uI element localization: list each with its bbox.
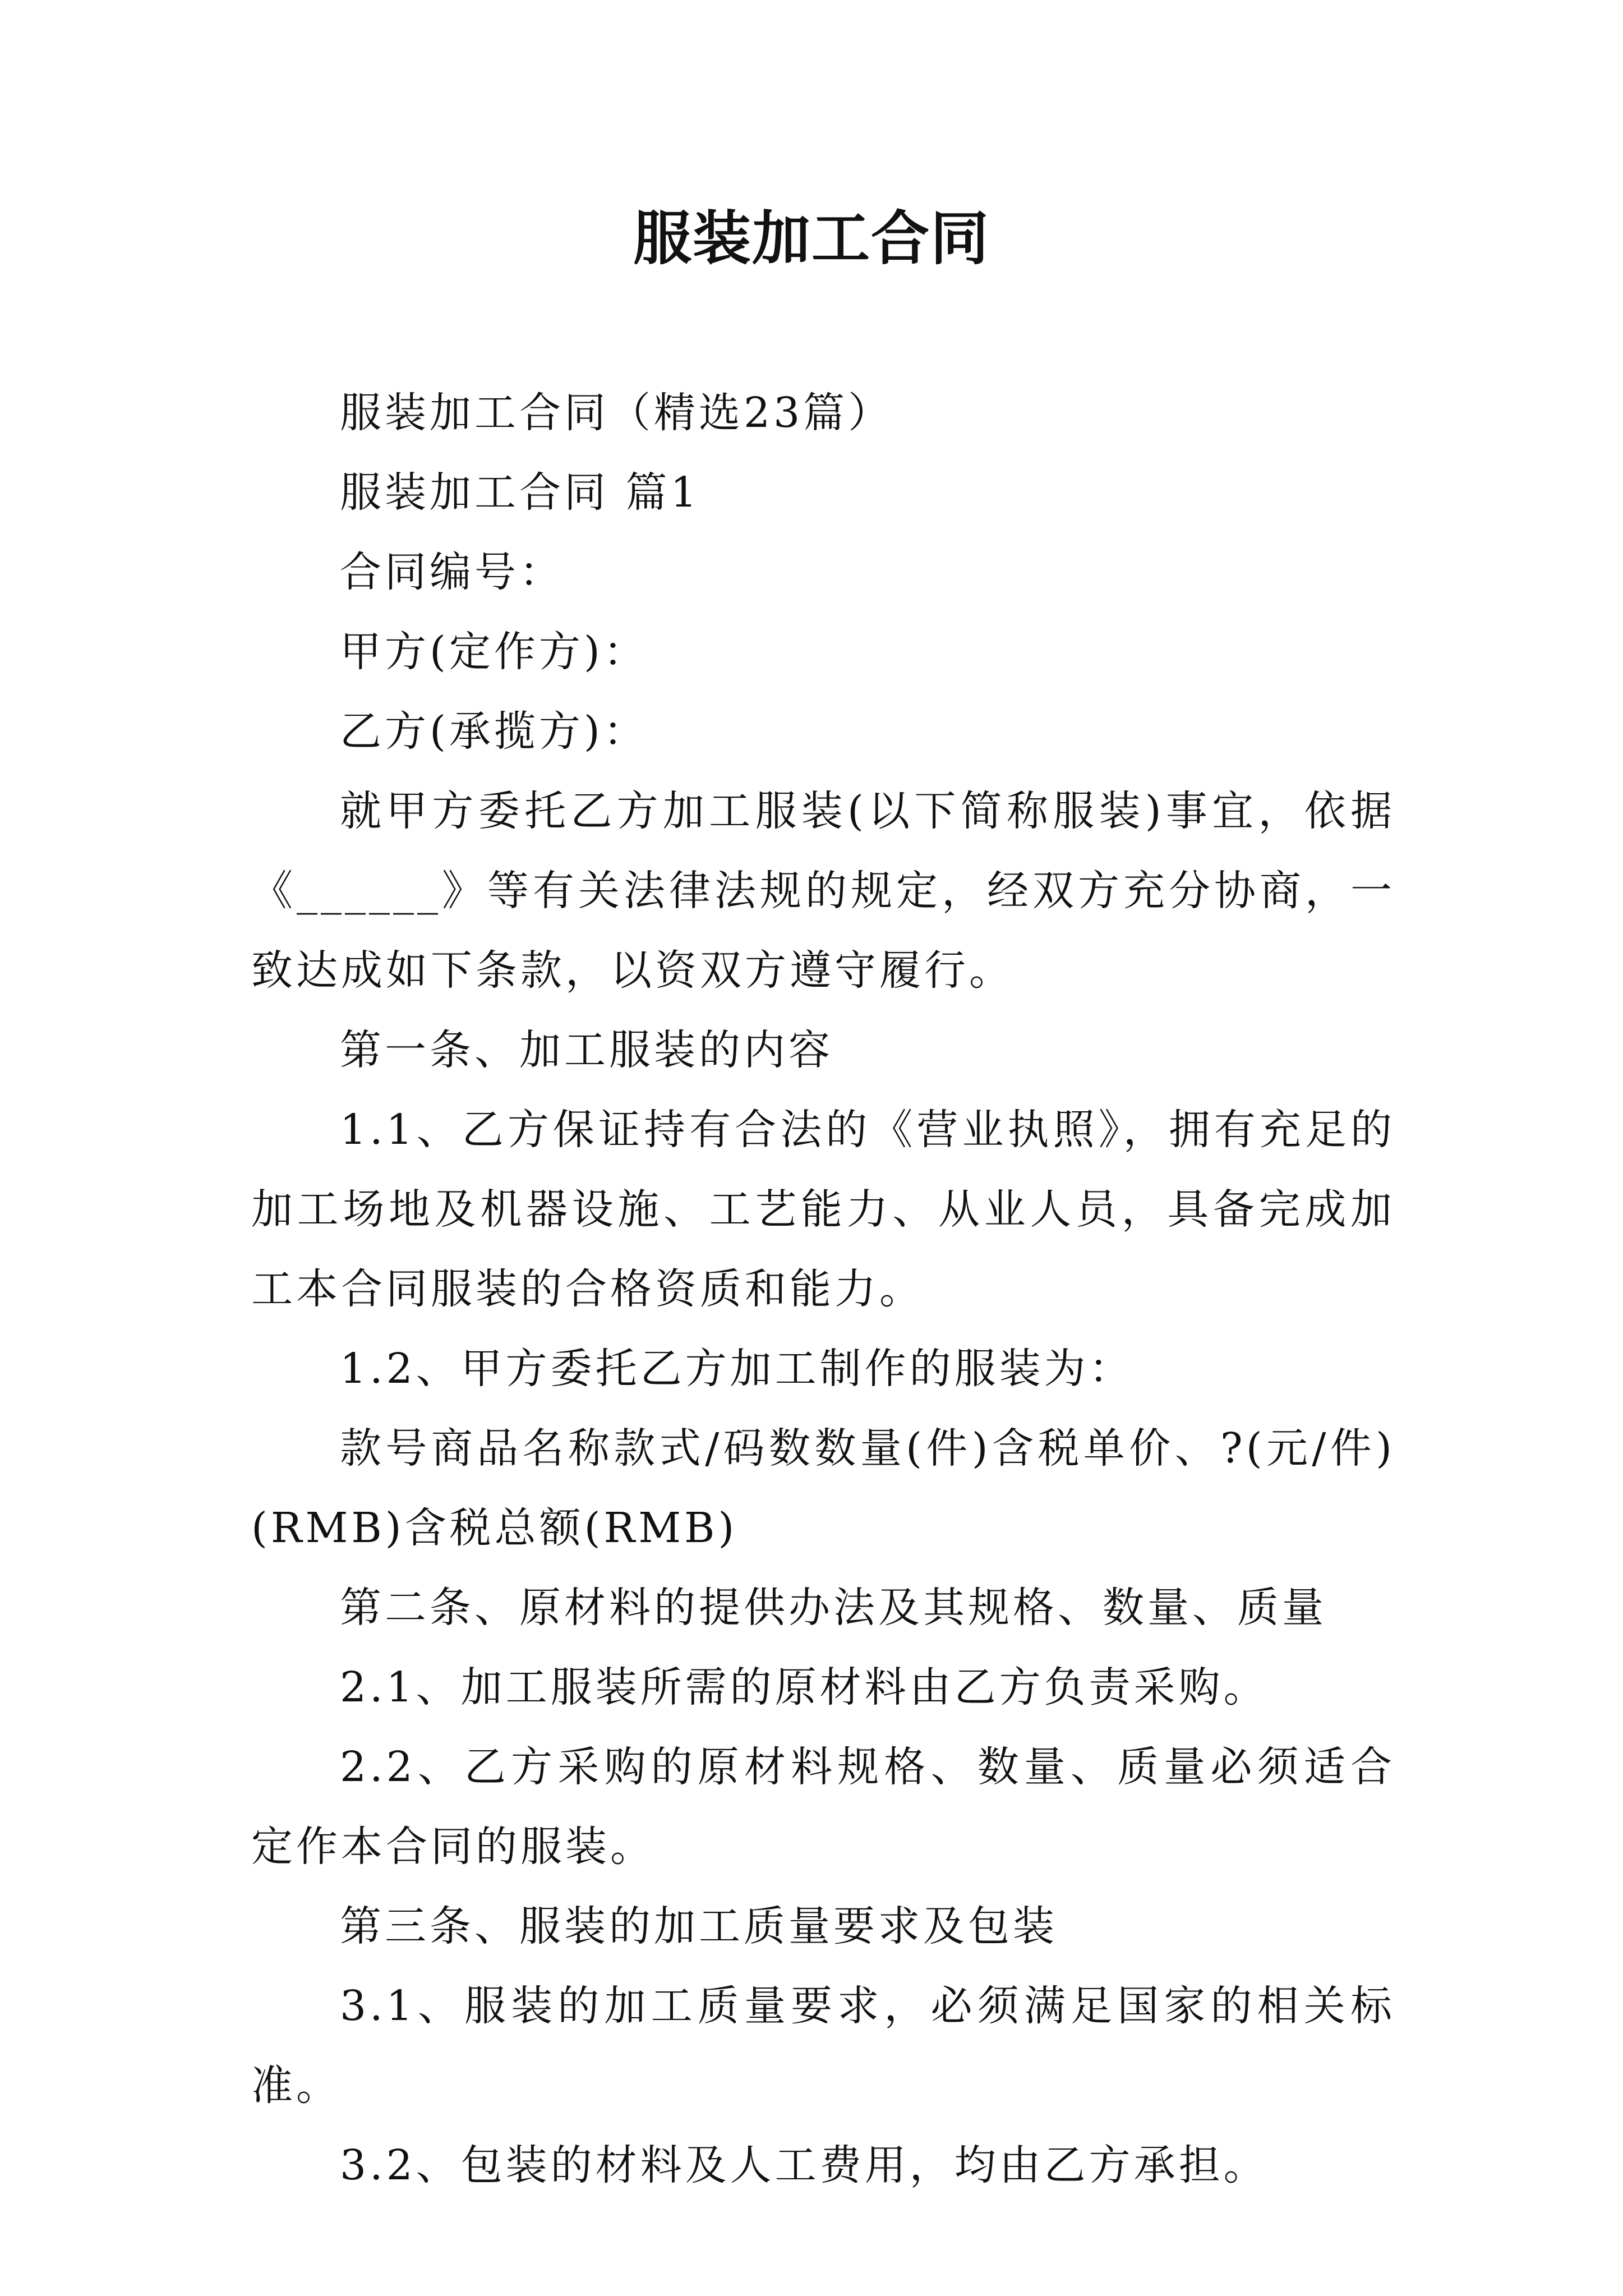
paragraph-clause-3-2: 3.2、包装的材料及人工费用，均由乙方承担。 xyxy=(340,2141,1269,2189)
paragraph-clause-1-2: 1.2、甲方委托乙方加工制作的服装为： xyxy=(340,1345,1134,1393)
paragraph-clause-3-1: 3.1、服装的加工质量要求，必须满足国家的相关标准。 xyxy=(251,1982,1395,2110)
paragraph-party-b: 乙方(承揽方)： xyxy=(340,707,648,756)
paragraph-clause-1-1: 1.1、乙方保证持有合法的《营业执照》，拥有充足的加工场地及机器设施、工艺能力、从业人员，具备完成加工本合同服装的合格资质和能力。 xyxy=(251,1106,1395,1313)
paragraph-contract-number: 合同编号： xyxy=(340,548,564,596)
paragraph-preamble: 就甲方委托乙方加工服装(以下简称服装)事宜，依据《______》等有关法律法规的规定，经双方充分协商，一致达成如下条款，以资双方遵守履行。 xyxy=(251,787,1395,995)
paragraph-clause-2-1: 2.1、加工服装所需的原材料由乙方负责采购。 xyxy=(340,1663,1269,1711)
paragraph-clause-2-2: 2.2、乙方采购的原材料规格、数量、质量必须适合定作本合同的服装。 xyxy=(251,1743,1395,1871)
paragraph-article-1-heading: 第一条、加工服装的内容 xyxy=(340,1026,833,1074)
paragraph-article-2-heading: 第二条、原材料的提供办法及其规格、数量、质量 xyxy=(340,1584,1327,1632)
document-body xyxy=(251,373,1395,2205)
paragraph-item-table-header: 款号商品名称款式/码数数量(件)含税单价、?(元/件)(RMB)含税总额(RMB) xyxy=(251,1424,1395,1552)
paragraph-party-a: 甲方(定作方)： xyxy=(340,628,648,676)
paragraph-subtitle: 服装加工合同（精选23篇） xyxy=(340,389,893,437)
paragraph-article-3-heading: 第三条、服装的加工质量要求及包装 xyxy=(340,1902,1058,1950)
document-title: 服装加工合同 xyxy=(633,204,990,273)
paragraph-section-heading: 服装加工合同 篇1 xyxy=(340,468,700,517)
